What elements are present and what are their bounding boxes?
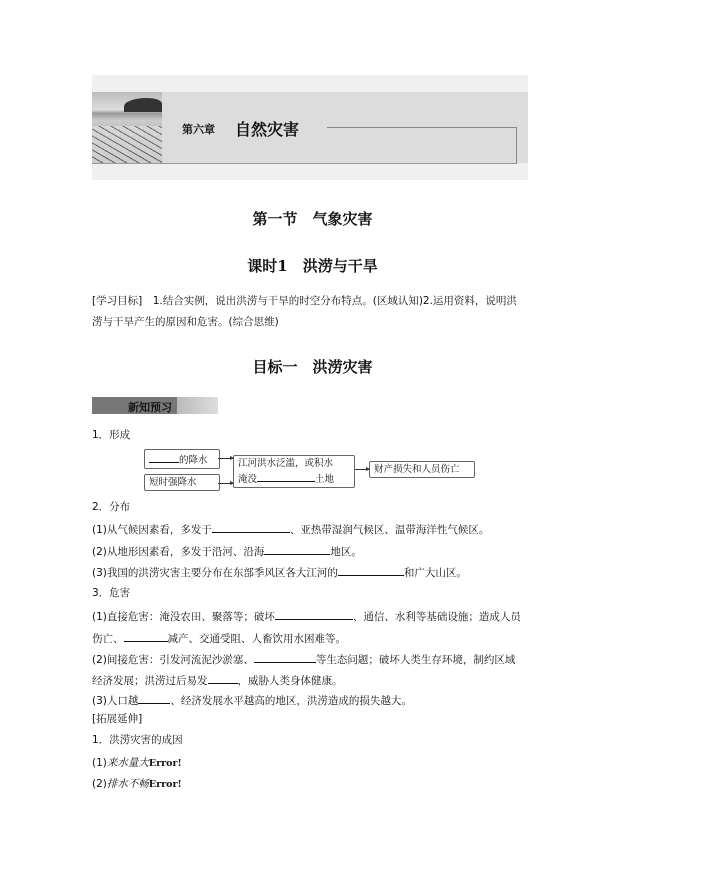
objectives-line-2: 涝与干旱产生的原因和危害。(综合思维) bbox=[92, 316, 279, 328]
chapter-banner bbox=[92, 75, 528, 180]
distribution-line-3: (3)我国的洪涝灾害主要分布在东部季风区各大江河的 和广大山区。 bbox=[92, 564, 467, 580]
goal-title: 目标一 洪涝灾害 bbox=[252, 358, 373, 376]
document-page: 第六章 自然灾害 第一节 气象灾害 课时1 洪涝与干旱 [学习目标] 1.结合实例，说出洪涝与干旱的时空分布特点。(区域认知)2.运用资料，说明洪 涝与干旱产生的原因和危害。(综合思维) 目标一 洪涝灾害 新知预习 1．形成 的降水 短时强降水 江河洪水泛滥，或积水 淹没 土地 财产损失和人员伤亡 2．分布 (1)从气候因素看，多发于 、亚热带湿润气候区、温带海洋性气候区。 (2)从地形因素看，多发于沿河、沿海 地区。 (3)我国的洪涝灾害主要分布在东部季风区各大江河的 和广大山区。 3．危害 (1)直接危害：淹没农田、聚落等；破坏 、通信、水利等基础设施；造成人员 伤亡、 减产、交通受阻、人畜饮用水困难等。 (2)间接危害：引发河流泥沙淤塞、 等生态问题；破坏人类生存环境，制约区域 经济发展；洪涝过后易发 ，威胁人类身体健康。 (3)人口越 、经济发展水平越高的地区，洪涝造成的损失越大。 [拓展延伸] 1．洪涝灾害的成因 (1)来水量大Error! (2)排水不畅Error! bbox=[0, 0, 701, 877]
harm-heading: 3．危害 bbox=[92, 587, 131, 599]
distribution-line-1: (1)从气候因素看，多发于 、亚热带湿润气候区、温带海洋性气候区。 bbox=[92, 521, 489, 537]
formation-heading: 1．形成 bbox=[92, 429, 131, 441]
extension-heading: 1．洪涝灾害的成因 bbox=[92, 734, 183, 746]
objectives-line-1: [学习目标] 1.结合实例，说出洪涝与干旱的时空分布特点。(区域认知)2.运用资料，说明洪 bbox=[92, 295, 517, 307]
harm-line-3: (2)间接危害：引发河流泥沙淤塞、 等生态问题；破坏人类生存环境，制约区域 bbox=[92, 651, 515, 667]
harm-line-2: 伤亡、 减产、交通受阻、人畜饮用水困难等。 bbox=[92, 630, 346, 646]
section-title: 第一节 气象灾害 bbox=[252, 210, 373, 228]
harm-line-1: (1)直接危害：淹没农田、聚落等；破坏 、通信、水利等基础设施；造成人员 bbox=[92, 608, 521, 624]
distribution-heading: 2．分布 bbox=[92, 501, 131, 513]
harm-line-4: 经济发展；洪涝过后易发 ，威胁人类身体健康。 bbox=[92, 672, 343, 688]
cause-line-2: (2)排水不畅Error! bbox=[92, 778, 182, 790]
distribution-line-2: (2)从地形因素看，多发于沿河、沿海 地区。 bbox=[92, 543, 362, 559]
lesson-title: 课时1 洪涝与干旱 bbox=[247, 257, 378, 275]
extension-label: [拓展延伸] bbox=[92, 713, 143, 725]
drought-image bbox=[92, 92, 162, 163]
cause-line-1: (1)来水量大Error! bbox=[92, 757, 182, 769]
chapter-title: 自然灾害 bbox=[235, 120, 300, 139]
chapter-number: 第六章 bbox=[182, 123, 215, 136]
preview-tag: 新知预习 bbox=[92, 397, 218, 414]
harm-line-5: (3)人口越 、经济发展水平越高的地区，洪涝造成的损失越大。 bbox=[92, 692, 412, 708]
